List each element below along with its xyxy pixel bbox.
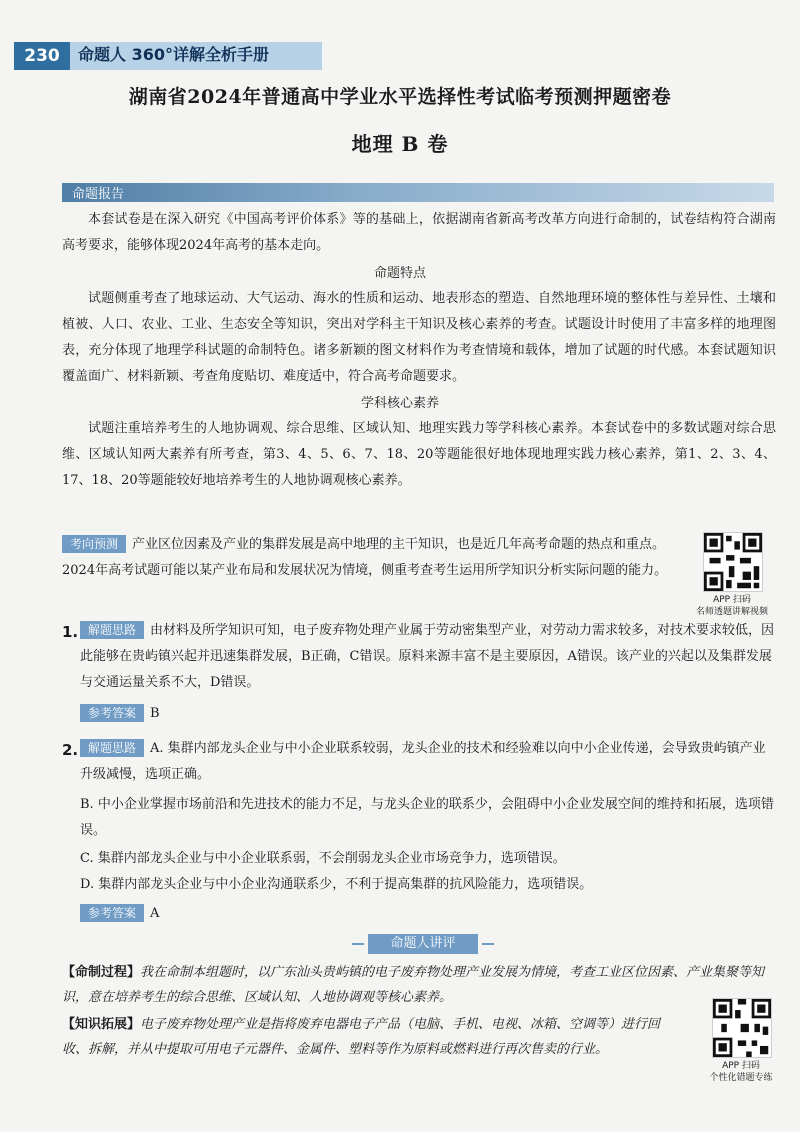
q2-answer: A (150, 906, 160, 921)
q2-option-a-text: A. 集群内部龙头企业与中小企业联系较弱，龙头企业的技术和经验难以向中小企业传递，会导致贵屿镇产业升级减慢，选项正确。 (80, 741, 766, 782)
q2-analysis-tag: 解题思路 (80, 739, 144, 757)
qr-code-icon (704, 533, 762, 591)
exam-subtitle: 地理 B 卷 (351, 132, 449, 156)
process-label: 【命制过程】 (62, 965, 141, 980)
qr-caption-line1: APP 扫码 (722, 1061, 760, 1071)
forecast-tag: 考向预测 (62, 535, 126, 553)
qr-caption-video (684, 594, 780, 618)
extension-paragraph (62, 1012, 682, 1062)
q2-option-d: D. 集群内部龙头企业与中小企业沟通联系少，不利于提高集群的抗风险能力，选项错误。 (80, 877, 593, 892)
literacy-heading: 学科核心素养 (360, 396, 439, 411)
report-intro: 本套试卷是在深入研究《中国高考评价体系》等的基础上，依据湖南省新高考改革方向进行命制的，试卷结构符合湖南高考要求，能够体现2024年高考的基本走向。 (62, 212, 776, 253)
qr-caption-line1: APP 扫码 (713, 595, 751, 605)
q1-answer: B (150, 706, 160, 721)
qr-caption-line2: 名师透题讲解视频 (695, 607, 768, 617)
qr-caption-practice (690, 1060, 792, 1084)
qr-code-practice[interactable] (712, 998, 772, 1058)
q2-option-a (80, 736, 776, 788)
question-1-analysis (80, 618, 776, 696)
forecast-text: 产业区位因素及产业的集群发展是高中地理的主干知识，也是近几年高考命题的热点和重点。2024年高考试题可能以某产业布局和发展状况为情境，侧重考查考生运用所学知识分析实际问题的能力。 (62, 537, 668, 578)
q1-answer-row (80, 701, 160, 727)
q2-answer-row (80, 901, 159, 927)
report-section-bar (62, 183, 774, 202)
qr-code-icon (713, 999, 771, 1057)
qr-caption-line2: 个性化错题专练 (709, 1073, 773, 1083)
q1-analysis-tag: 解题思路 (80, 621, 144, 639)
process-paragraph (62, 960, 774, 1010)
q1-analysis-text: 由材料及所学知识可知，电子废弃物处理产业属于劳动密集型产业，对劳动力需求较多，对技术要求较低，因此能够在贵屿镇兴起并迅速集群发展，B正确，C错误。原料来源丰富不是主要原因，A错误。该产业的兴起以及集群发展与交通运量关系不大，D错误。 (80, 623, 775, 690)
qr-code-video[interactable] (703, 532, 763, 592)
features-text: 试题侧重考查了地球运动、大气运动、海水的性质和运动、地表形态的塑造、自然地理环境的整体性与差异性、土壤和植被、人口、农业、工业、生态安全等知识，突出对学科主干知识及核心素养的考查。试题设计时使用了丰富多样的地理图表，充分体现了地理学科试题的命制特色。诸多新颖的图文材料作为考查情境和载体，增加了试题的时代感。本套试题知识覆盖面广、材料新颖、考查角度贴切、难度适中，符合高考命题要求。 (62, 291, 776, 384)
features-heading: 命题特点 (373, 266, 426, 281)
question-1-number: 1. (62, 623, 79, 641)
page-number: 230 (14, 42, 70, 70)
report-label: 命题报告 (72, 187, 125, 202)
book-title: 命题人 360°详解全析手册 (78, 45, 269, 64)
q2-option-c: C. 集群内部龙头企业与中小企业联系弱，不会削弱龙头企业市场竞争力，选项错误。 (80, 851, 566, 866)
commentary-heading: 命题人讲评 (368, 934, 478, 954)
forecast-block (62, 532, 690, 584)
exam-title: 湖南省2024年普通高中学业水平选择性考试临考预测押题密卷 (128, 86, 672, 108)
q2-answer-tag: 参考答案 (80, 904, 144, 922)
q2-option-b: B. 中小企业掌握市场前沿和先进技术的能力不足，与龙头企业的联系少，会阻碍中小企业发展空间的维持和拓展，选项错误。 (80, 797, 774, 838)
q1-answer-tag: 参考答案 (80, 704, 144, 722)
extension-label: 【知识拓展】 (62, 1017, 141, 1032)
process-text: 我在命制本组题时，以广东汕头贵屿镇的电子废弃物处理产业发展为情境，考查工业区位因素、产业集聚等知识，意在培养考生的综合思维、区域认知、人地协调观等核心素养。 (62, 965, 765, 1005)
question-2-number: 2. (62, 741, 79, 759)
extension-text: 电子废弃物处理产业是指将废弃电器电子产品（电脑、手机、电视、冰箱、空调等）进行回收、拆解，并从中提取可用电子元器件、金属件、塑料等作为原料或燃料进行再次售卖的行业。 (62, 1017, 661, 1057)
literacy-text: 试题注重培养考生的人地协调观、综合思维、区域认知、地理实践力等学科核心素养。本套试卷中的多数试题对综合思维、区域认知两大素养有所考查，第3、4、5、6、7、18、20等题能很好地体现地理实践力核心素养，第1、2、3、4、17、18、20等题能较好地培养考生的人地协调观核心素养。 (62, 421, 776, 488)
